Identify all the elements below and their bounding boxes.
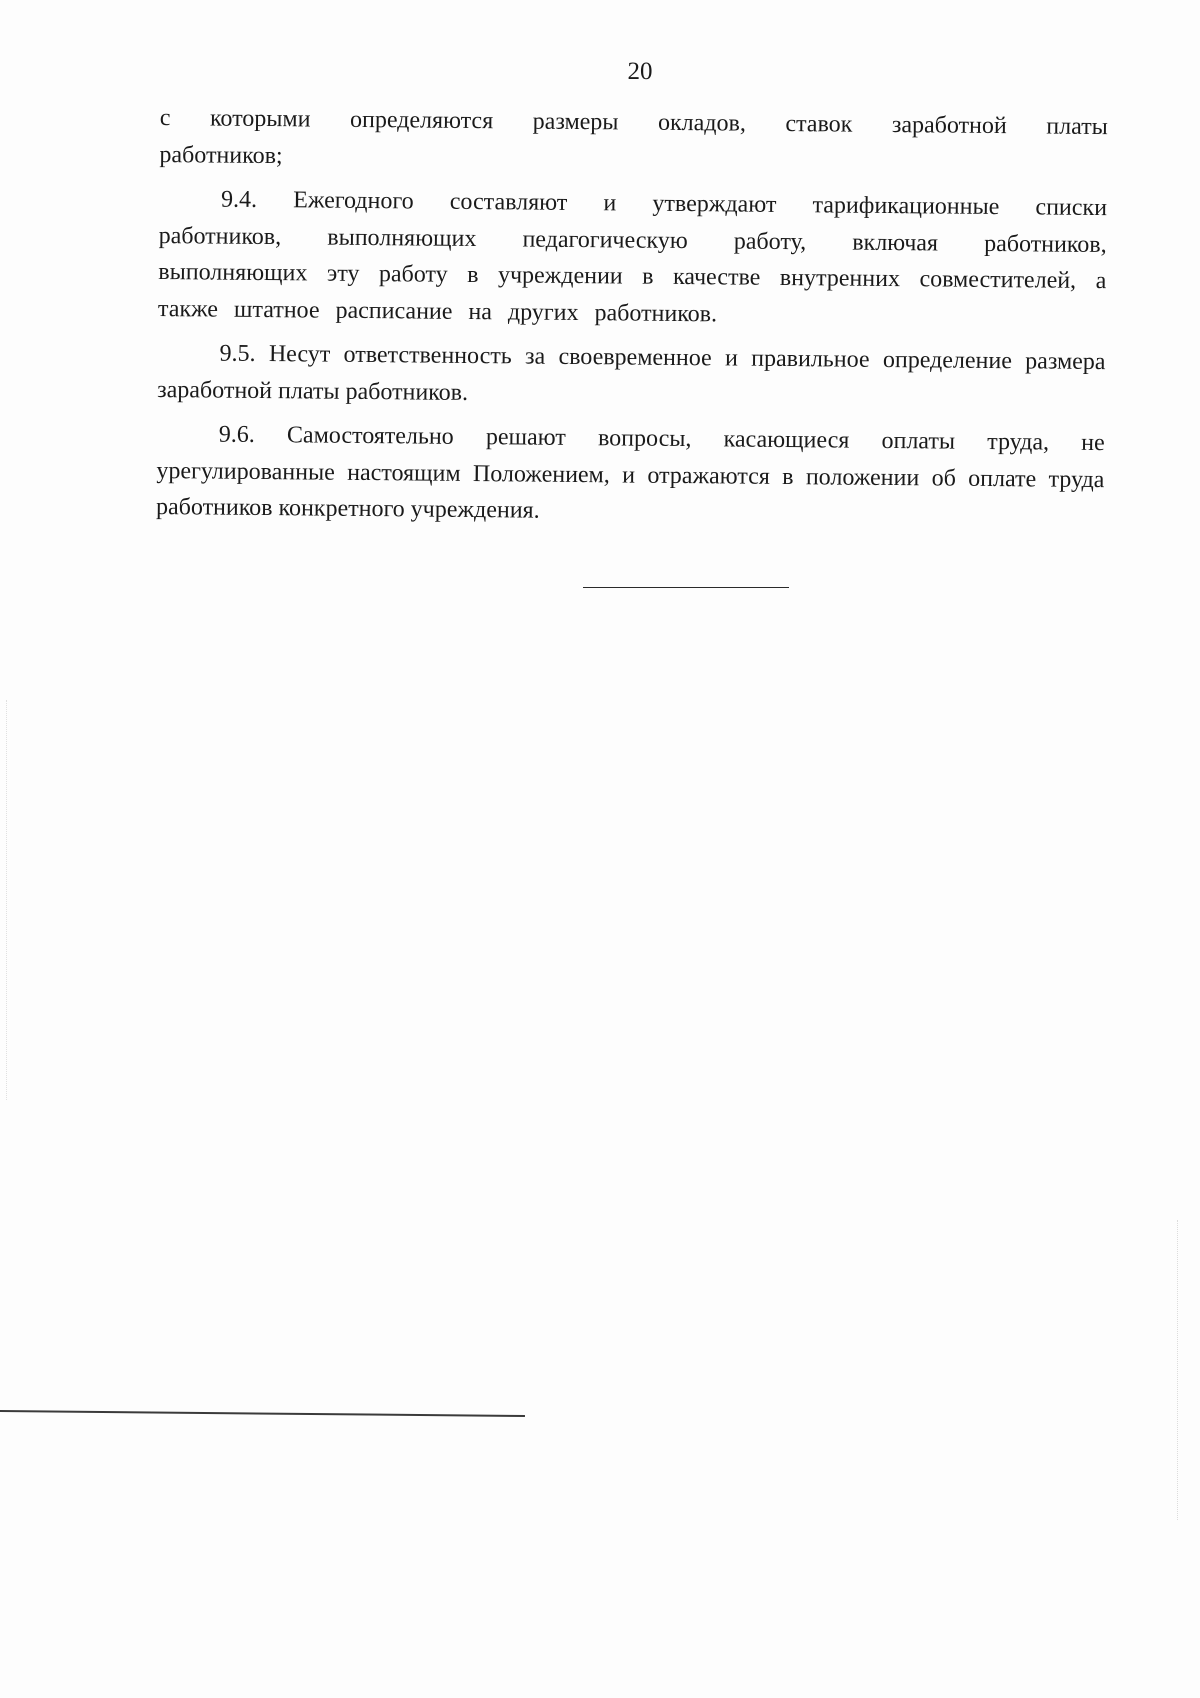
scan-edge-mark-right: [1177, 1220, 1178, 1520]
paragraph-9-6: 9.6. Самостоятельно решают вопросы, касающиеся оплаты труда, не урегулированные настоящим Положением, и отражаются в положении об оплате труда работников конкретного учреждения.: [155, 421, 1105, 524]
paragraph-9-4: 9.4. Ежегодного составляют и утверждают тарификационные списки работников, выполняющих педагогическую работу, включая работников, выполняющих эту работу в учреждении в качестве внутренних совместителей, а также штатное расписание на других работников.: [157, 186, 1108, 327]
page-number: 20: [627, 58, 653, 85]
document-body: [156, 100, 1108, 543]
scan-edge-mark-left: [6, 700, 7, 1100]
end-of-text-rule: [583, 587, 789, 588]
footnote-separator-line: [0, 1410, 525, 1417]
paragraph-continuation: с которыми определяются размеры окладов, ставок заработной платы работников;: [159, 104, 1108, 169]
paragraph-9-5: 9.5. Несут ответственность за своевременное и правильное определение размера заработной платы работников.: [157, 340, 1106, 406]
